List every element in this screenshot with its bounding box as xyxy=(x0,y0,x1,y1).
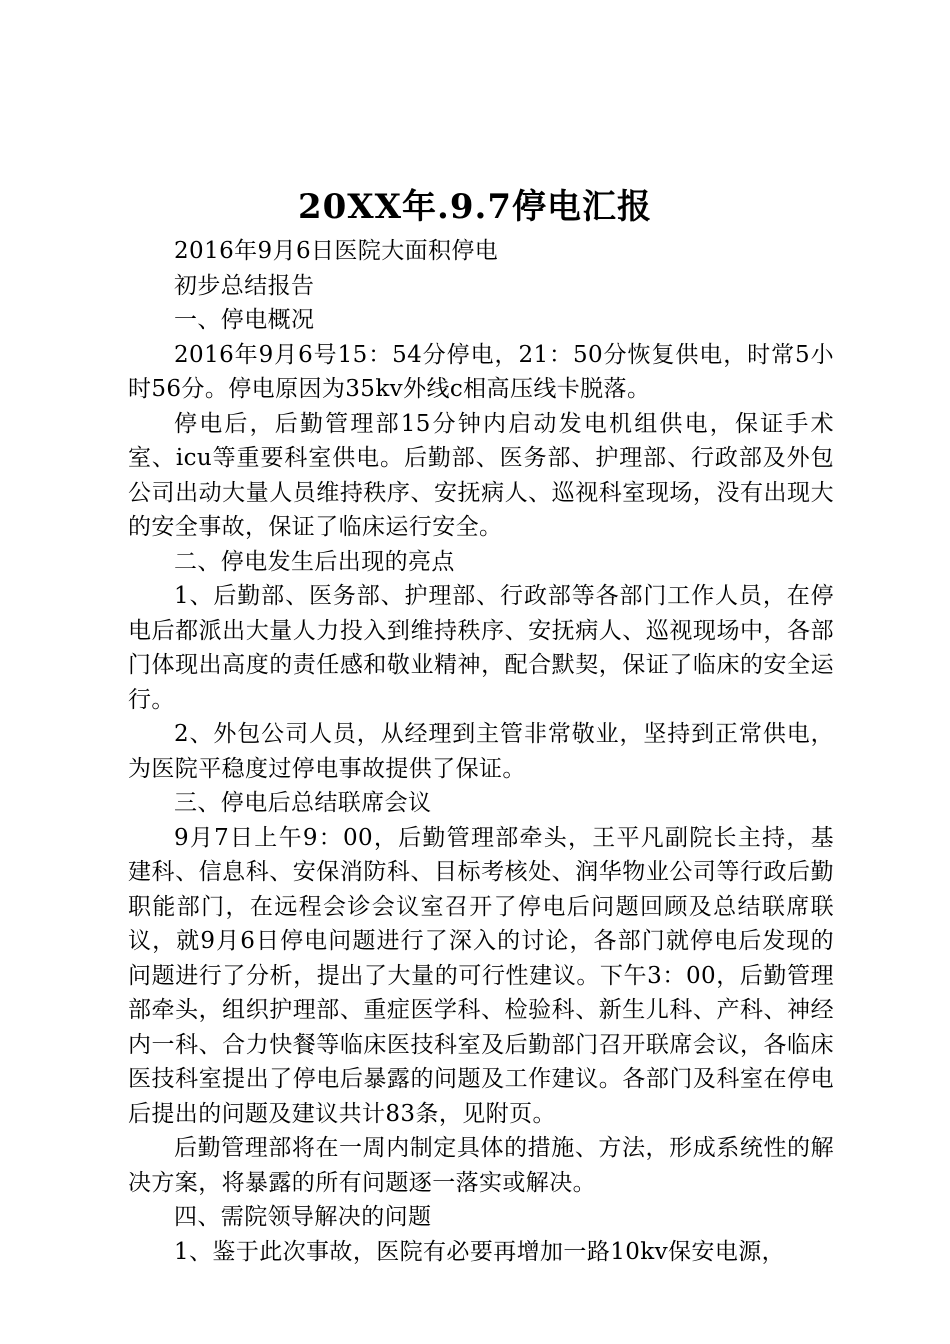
paragraph-plan: 后勤管理部将在一周内制定具体的措施、方法，形成系统性的解决方案，将暴露的所有问题逐一落实或解决。 xyxy=(128,1135,834,1196)
section-heading-4: 四、需院领导解决的问题 xyxy=(174,1204,432,1230)
document-title: 20XX年.9.7停电汇报 xyxy=(297,187,653,227)
paragraph-overview-time: 2016年9月6号15：54分停电，21：50分恢复供电，时常5小时56分。停电原因为35kv外线c相高压线卡脱落。 xyxy=(128,341,834,402)
section-heading-2: 二、停电发生后出现的亮点 xyxy=(174,548,455,575)
paragraph-highlight-1: 1、后勤部、医务部、护理部、行政部等各部门工作人员，在停电后都派出大量人力投入到维持秩序、安抚病人、巡视现场中，各部门体现出高度的责任感和敬业精神，配合默契，保证了临床的安全运行。 xyxy=(128,583,834,713)
subtitle-line-2: 初步总结报告 xyxy=(174,272,315,299)
subtitle-line-1: 2016年9月6日医院大面积停电 xyxy=(174,238,499,264)
paragraph-issue-1: 1、鉴于此次事故，医院有必要再增加一路10kv保安电源， xyxy=(174,1238,786,1265)
paragraph-overview-response: 停电后，后勤管理部15分钟内启动发电机组供电，保证手术室、icu等重要科室供电。后勤部、医务部、护理部、行政部及外包公司出动大量人员维持秩序、安抚病人、巡视科室现场，没有出现大的安全事故，保证了临床运行安全。 xyxy=(128,410,834,540)
paragraph-highlight-2: 2、外包公司人员，从经理到主管非常敬业，坚持到正常供电，为医院平稳度过停电事故提供了保证。 xyxy=(128,721,834,782)
paragraph-meeting: 9月7日上午9：00，后勤管理部牵头，王平凡副院长主持，基建科、信息科、安保消防科、目标考核处、润华物业公司等行政后勤职能部门，在远程会诊会议室召开了停电后问题回顾及总结联席联议，就9月6日停电问题进行了深入的讨论，各部门就停电后发现的问题进行了分析，提出了大量的可行性建议。下午3：00，后勤管理部牵头，组织护理部、重症医学科、检验科、新生儿科、产科、神经内一科、合力快餐等临床医技科室及后勤部门召开联席会议，各临床医技科室提出了停电后暴露的问题及工作建议。各部门及科室在停电后提出的问题及建议共计83条，见附页。 xyxy=(128,824,834,1127)
section-heading-3: 三、停电后总结联席会议 xyxy=(174,790,432,816)
document-body xyxy=(128,234,834,1269)
section-heading-1: 一、停电概况 xyxy=(174,307,315,333)
